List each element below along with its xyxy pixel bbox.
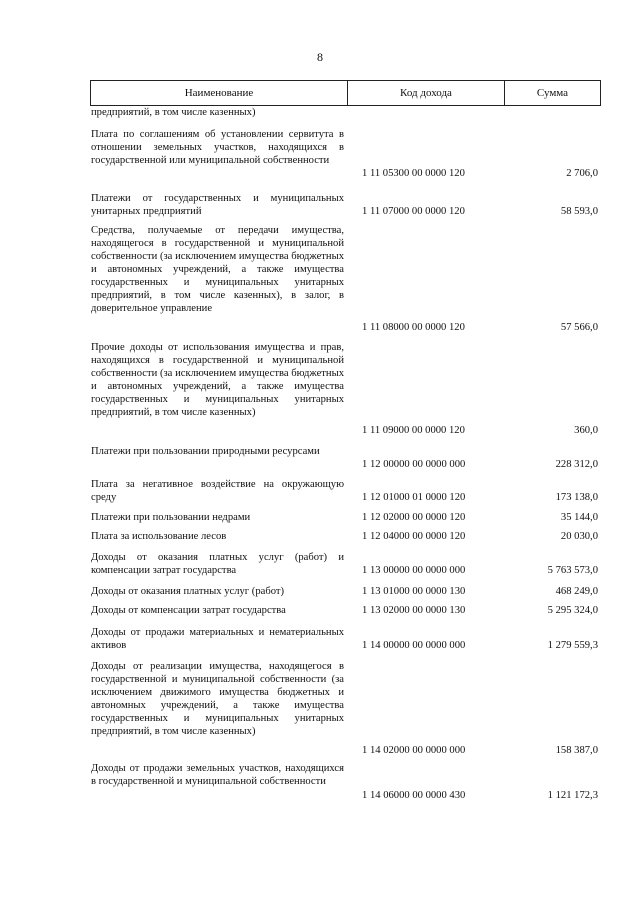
row-code: 1 11 07000 00 0000 120	[362, 206, 465, 217]
header-name: Наименование	[91, 81, 348, 105]
row-name: Платежи при пользовании недрами	[91, 512, 251, 523]
row-name: Средства, получаемые от передачи имущества, находящегося в государственной и муниципальной собственности (за исключением имущества бюджетных и автономных учреждений, а также имущества государственных и муниципальных унитарных предприятий, в том числе казенных), в залог, в доверительное управление	[91, 225, 344, 314]
row-name: Плата по соглашениям об установлении сервитута в отношении земельных участков, находящихся в государственной или муниципальной собственности	[91, 129, 344, 166]
row-code: 1 12 00000 00 0000 000	[362, 459, 466, 470]
row-code: 1 11 08000 00 0000 120	[362, 322, 465, 333]
row-name: Доходы от оказания платных услуг (работ)	[91, 586, 285, 597]
row-name: Платежи от государственных и муниципальных унитарных предприятий	[91, 193, 344, 217]
row-amount: 20 030,0	[560, 531, 598, 542]
row-name: Прочие доходы от использования имущества и прав, находящихся в государственной и муниципальной собственности (за исключением имущества бюджетных и автономных учреждений, а также имущества государственных и муниципальных унитарных предприятий, в том числе казенных)	[91, 342, 344, 418]
row-amount: 228 312,0	[555, 459, 598, 470]
page-number: 8	[317, 50, 323, 64]
row-code: 1 14 02000 00 0000 000	[362, 745, 466, 756]
row-name: Доходы от продажи материальных и нематериальных активов	[91, 627, 344, 651]
row-name: Доходы от оказания платных услуг (работ) и компенсации затрат государства	[91, 552, 344, 576]
row-code: 1 13 01000 00 0000 130	[362, 586, 466, 597]
row-name: Доходы от компенсации затрат государства	[91, 605, 286, 616]
row-amount: 173 138,0	[555, 492, 598, 503]
row-code: 1 11 09000 00 0000 120	[362, 425, 465, 436]
row-code: 1 14 06000 00 0000 430	[362, 790, 466, 801]
table-header	[90, 80, 601, 106]
row-amount: 360,0	[574, 425, 598, 436]
row-amount: 468 249,0	[555, 586, 598, 597]
row-code: 1 13 00000 00 0000 000	[362, 565, 466, 576]
row-code: 1 12 01000 01 0000 120	[362, 492, 466, 503]
row-name: Доходы от реализации имущества, находящегося в государственной и муниципальной собственности (за исключением движимого имущества бюджетных и автономных учреждений, а также имущества государственных и муниципальных унитарных предприятий, в том числе казенных)	[91, 661, 344, 737]
row-name: Плата за использование лесов	[91, 531, 227, 542]
row-name: Плата за негативное воздействие на окружающую среду	[91, 479, 344, 503]
row-amount: 1 121 172,3	[547, 790, 598, 801]
continued-fragment: предприятий, в том числе казенных)	[91, 107, 256, 118]
header-code: Код дохода	[348, 81, 505, 105]
row-amount: 158 387,0	[555, 745, 598, 756]
row-amount: 57 566,0	[560, 322, 598, 333]
row-amount: 1 279 559,3	[547, 640, 598, 651]
row-amount: 5 763 573,0	[547, 565, 598, 576]
row-amount: 35 144,0	[560, 512, 598, 523]
row-amount: 5 295 324,0	[547, 605, 598, 616]
row-amount: 2 706,0	[566, 168, 598, 179]
row-code: 1 14 00000 00 0000 000	[362, 640, 466, 651]
row-code: 1 13 02000 00 0000 130	[362, 605, 466, 616]
row-code: 1 12 04000 00 0000 120	[362, 531, 466, 542]
row-amount: 58 593,0	[560, 206, 598, 217]
row-code: 1 11 05300 00 0000 120	[362, 168, 465, 179]
row-name: Платежи при пользовании природными ресурсами	[91, 446, 320, 457]
row-name: Доходы от продажи земельных участков, находящихся в государственной и муниципальной собственности	[91, 763, 344, 787]
row-code: 1 12 02000 00 0000 120	[362, 512, 466, 523]
header-sum: Сумма	[536, 87, 569, 99]
